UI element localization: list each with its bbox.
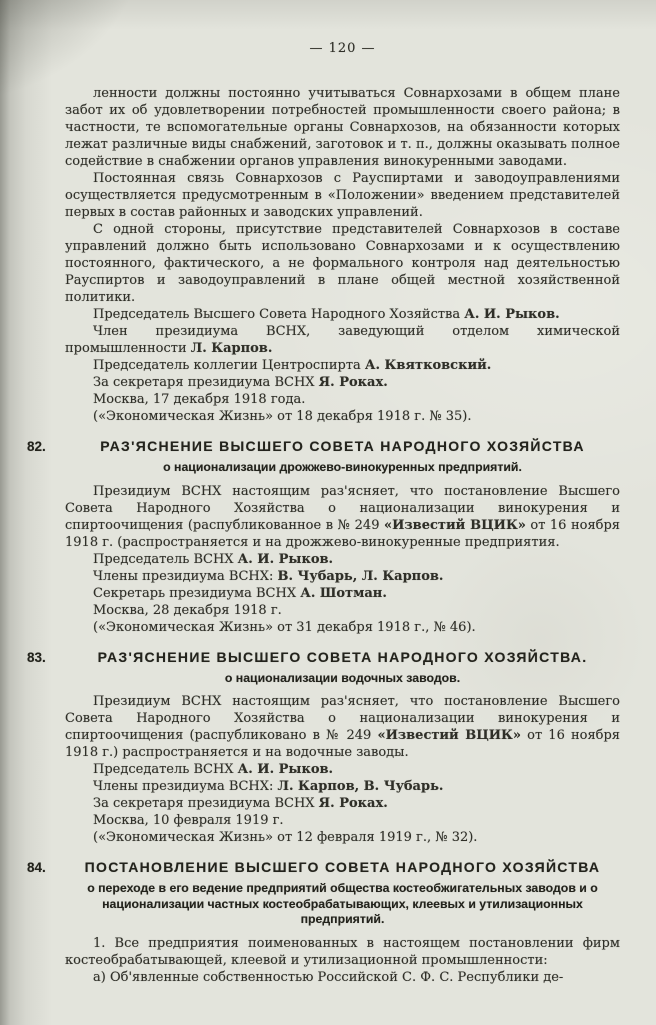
signature-text: Член президиума ВСНХ, заведующий отделом химической промышленности: [65, 324, 620, 356]
signatory-name: Л. Карпов, В. Чубарь.: [277, 779, 444, 794]
signature-text: За секретаря президиума ВСНХ: [93, 796, 319, 811]
signature-text: Председатель ВСНХ: [93, 762, 238, 777]
section-subtitle: о переходе в его ведение предприятий общества костеобжигательных заводов и о национализации частных костеобрабатывающих, клеевых и утилизационных предприятий.: [87, 881, 598, 926]
signature-text: Москва, 10 февраля 1919 г.: [93, 813, 284, 828]
paragraph-text: Президиум ВСНХ настоящим раз'ясняет, что постановление Высшего Совета Народного Хозяйства о национализации винокурения и спиртоочищения (распубликованное в № 249: [65, 483, 620, 533]
emphasized-text: «Известий ВЦИК»: [383, 517, 526, 533]
section-subtitle: о национализации водочных заводов.: [224, 670, 461, 685]
section-header: [27, 648, 620, 666]
signatory-name: А. И. Рыков.: [237, 762, 334, 777]
signatory-name: Я. Роках.: [318, 796, 388, 811]
section-82: [27, 437, 620, 636]
signature-line: [65, 306, 620, 323]
paragraph-text: 1. Все предприятия поименованных в настоящем постановлении фирм костеобрабатывающей, клеевой и утилизационной промышленности:: [65, 935, 620, 968]
signature-line: [65, 585, 620, 602]
signature-text: («Экономическая Жизнь» от 12 февраля 1919 г., № 32).: [93, 830, 478, 845]
section-title: РАЗ'ЯСНЕНИЕ ВЫСШЕГО СОВЕТА НАРОДНОГО ХОЗЯЙСТВА: [100, 438, 585, 454]
signature-text: Председатель ВСНХ: [93, 551, 238, 567]
paragraph: [65, 693, 620, 761]
section-84: [27, 858, 620, 986]
signature-line: [65, 551, 620, 568]
signature-text: Председатель Высшего Совета Народного Хозяйства: [93, 307, 465, 322]
signature-text: Секретарь президиума ВСНХ: [93, 585, 301, 601]
signature-line: [65, 568, 620, 585]
section-number: 84.: [27, 860, 46, 875]
source-line: [65, 408, 620, 425]
signature-text: Члены президиума ВСНХ:: [93, 779, 278, 794]
signatory-name: А. И. Рыков.: [464, 307, 560, 322]
signature-line: [65, 323, 620, 357]
signatory-name: А. Квятковский.: [364, 358, 492, 373]
section-83: [27, 648, 621, 847]
signature-text: («Экономическая Жизнь» от 18 декабря 1918 г. № 35).: [93, 409, 472, 424]
signature-text: Члены президиума ВСНХ:: [93, 568, 278, 584]
signature-text: Председатель коллегии Центроспирта: [93, 358, 365, 373]
signatory-name: Я. Роках.: [318, 375, 388, 390]
date-line: [65, 602, 620, 619]
section-title: ПОСТАНОВЛЕНИЕ ВЫСШЕГО СОВЕТА НАРОДНОГО ХОЗЯЙСТВА: [84, 859, 601, 875]
paragraph-text: от 16 ноября 1918 г. (распространяется и на дрожжево-винокуренные предприятия.: [65, 517, 620, 550]
date-line: [65, 812, 620, 829]
signature-line: [65, 374, 620, 391]
signatory-name: Л. Карпов.: [190, 341, 273, 356]
date-line: [65, 391, 620, 408]
section-number: 83.: [27, 649, 46, 665]
paragraph: С одной стороны, присутствие представителей Совнархозов в составе управлений должно быть использовано Совнархозами и к осуществлению постоянного, фактического, а не формального контроля над деятельностью Рауспиртов и заводоуправлений в плане общей местной хозяйственной политики.: [65, 222, 620, 305]
signature-line: [65, 795, 620, 812]
paragraph: ленности должны постоянно учитываться Совнархозами в общем плане забот их об удовлетворении потребностей промышленности своего района; в частности, те вспомогательные органы Совнархозов, на обязанности которых лежат различные виды снабжений, заготовок и т. п., должны оказывать полное содействие в снабжении органов управления винокуренными заводами.: [65, 86, 620, 169]
paragraph-text: Президиум ВСНХ настоящим раз'ясняет, что постановление Высшего Совета Народного Хозяйства о национализации винокурения и спиртоочищения (распубликовано в № 249: [65, 694, 620, 743]
paragraph: [65, 483, 620, 551]
signature-text: («Экономическая Жизнь» от 31 декабря 1918 г., № 46).: [93, 619, 476, 635]
source-line: [65, 829, 620, 846]
signatory-name: А. И. Рыков.: [237, 551, 334, 567]
signature-text: Москва, 28 декабря 1918 г.: [93, 602, 282, 618]
signature-text: За секретаря президиума ВСНХ: [93, 375, 319, 390]
signature-line: [65, 778, 620, 795]
emphasized-text: «Известий ВЦИК»: [377, 728, 522, 743]
paragraph: Постоянная связь Совнархозов с Рауспиртами и заводоуправлениями осуществляется предусмотренным в «Положении» введением представителей первых в состав районных и заводских управлений.: [65, 171, 620, 220]
signature-text: Москва, 17 декабря 1918 года.: [93, 392, 306, 407]
section-header: [27, 858, 620, 876]
section-number: 82.: [27, 439, 46, 454]
signatory-name: В. Чубарь, Л. Карпов.: [277, 568, 444, 584]
source-line: [65, 619, 620, 636]
signature-line: [65, 357, 620, 374]
section-title: РАЗ'ЯСНЕНИЕ ВЫСШЕГО СОВЕТА НАРОДНОГО ХОЗЯЙСТВА.: [97, 648, 588, 665]
signatory-name: А. Шотман.: [300, 585, 387, 601]
section-header: [27, 437, 620, 455]
continuation-text: [65, 85, 620, 425]
paragraph-text: от 16 ноября 1918 г.) распространяется и на водочные заводы.: [65, 728, 621, 760]
paragraph: [65, 935, 620, 969]
page-number: — 120 —: [309, 41, 376, 56]
section-subtitle: о национализации дрожжево-винокуренных предприятий.: [163, 460, 522, 474]
signature-line: [65, 761, 620, 778]
paragraph: а) Об'явленные собственностью Российской С. Ф. С. Республики де-: [93, 969, 564, 985]
